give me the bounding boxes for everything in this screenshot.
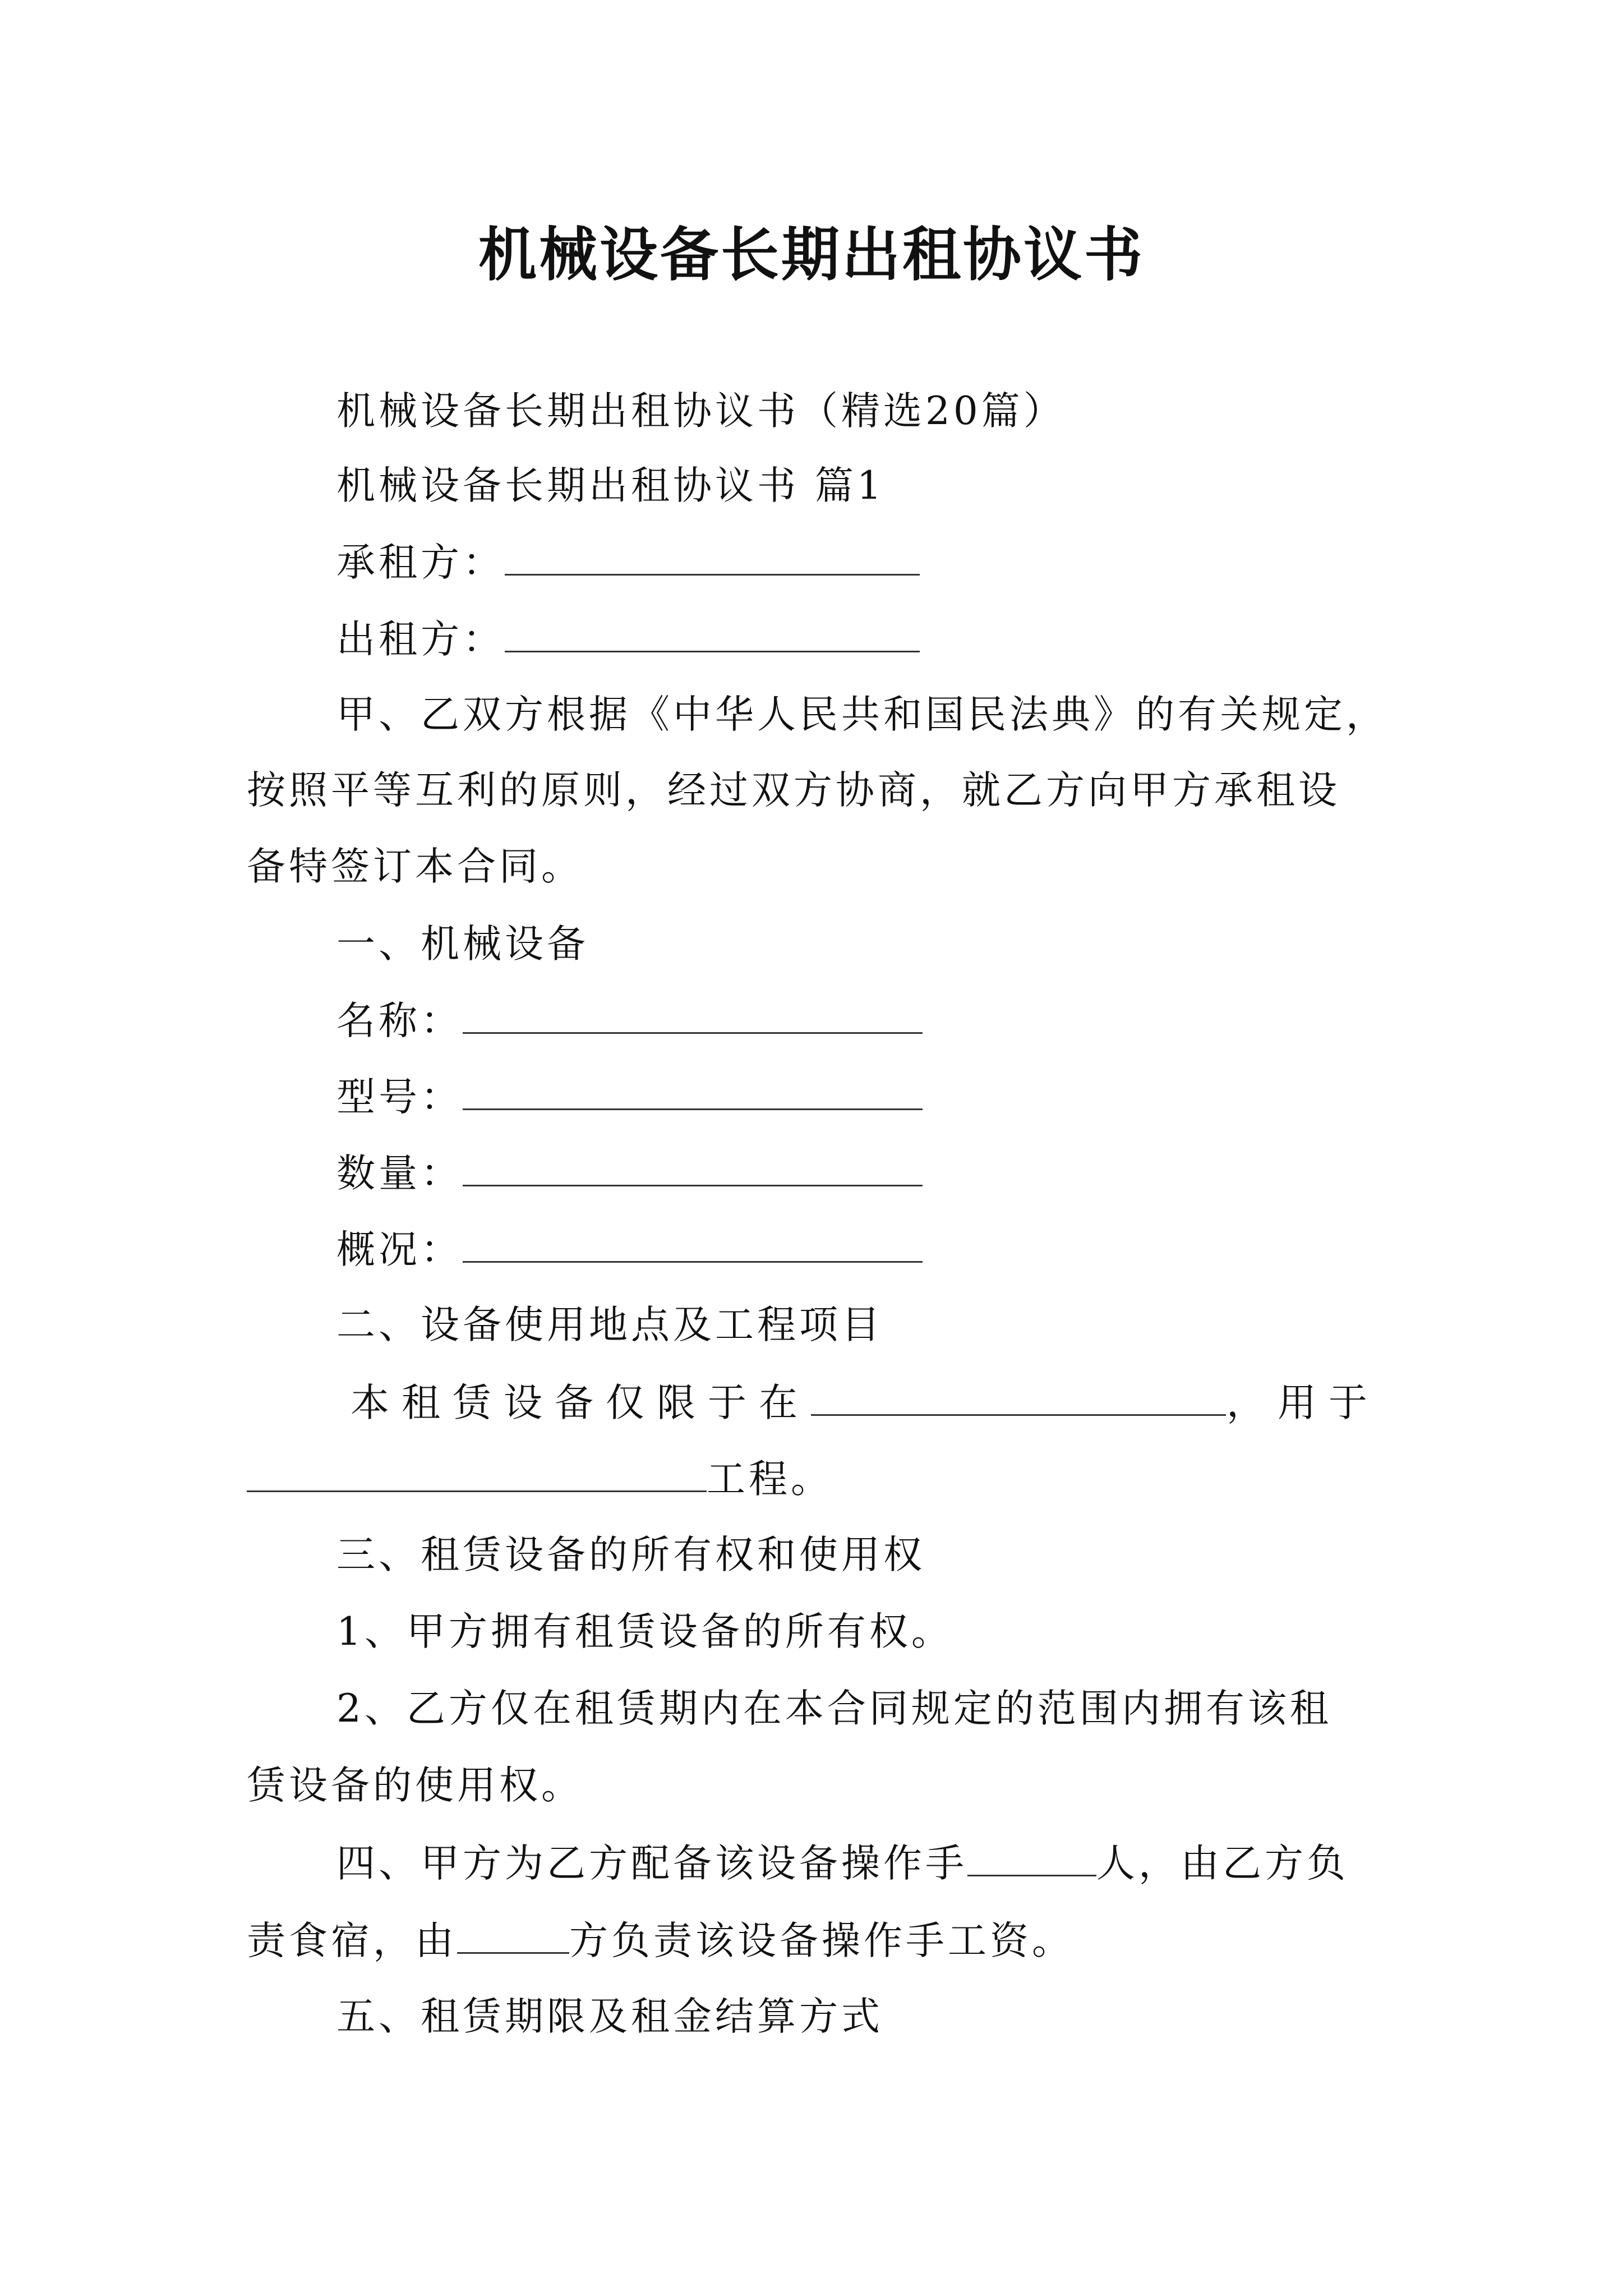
intro-line-1: 甲、乙双方根据《中华人民共和国民法典》的有关规定， xyxy=(336,692,1388,737)
name-line xyxy=(336,997,923,1043)
quantity-line xyxy=(336,1150,923,1196)
overview-blank xyxy=(463,1226,923,1263)
wage-party-blank xyxy=(457,1917,569,1954)
section-3-item-2-line-2: 赁设备的使用权。 xyxy=(247,1763,583,1808)
intro-line-3: 备特签订本合同。 xyxy=(247,844,583,889)
section-2-text-line-2 xyxy=(247,1456,833,1502)
model-blank xyxy=(463,1074,923,1110)
location-blank xyxy=(811,1379,1226,1416)
lessee-line xyxy=(336,539,920,585)
section-4-text-b: 人，由乙方负 xyxy=(1096,1841,1349,1886)
intro-line-2: 按照平等互利的原则，经过双方协商，就乙方向甲方承租设 xyxy=(247,768,1340,813)
lessee-label: 承租方： xyxy=(336,540,505,585)
lessee-blank xyxy=(505,539,920,576)
section-2-text-a: 本租赁设备仅限于在 xyxy=(351,1381,810,1425)
section-1-heading: 一、机械设备 xyxy=(336,922,589,967)
overview-label: 概况： xyxy=(336,1227,463,1272)
section-4-line-1 xyxy=(336,1840,1349,1886)
quantity-label: 数量： xyxy=(336,1151,463,1196)
section-4-line-2 xyxy=(247,1917,1074,1963)
section-4-text-a: 四、甲方为乙方配备该设备操作手 xyxy=(336,1841,967,1886)
section-4-text-d: 方负责该设备操作手工资。 xyxy=(569,1918,1074,1963)
section-2-text-line-1 xyxy=(351,1379,1380,1425)
section-3-heading: 三、租赁设备的所有权和使用权 xyxy=(336,1533,925,1577)
section-2-text-c: 工程。 xyxy=(707,1457,833,1502)
section-2-heading: 二、设备使用地点及工程项目 xyxy=(336,1303,883,1347)
section-5-heading: 五、租赁期限及租金结算方式 xyxy=(336,1994,883,2039)
subtitle: 机械设备长期出租协议书（精选20篇） xyxy=(336,389,1066,434)
lessor-blank xyxy=(505,616,920,652)
operator-count-blank xyxy=(967,1840,1096,1876)
section-2-text-b: ，用于 xyxy=(1227,1381,1380,1425)
model-line xyxy=(336,1074,923,1120)
document-title: 机械设备长期出租协议书 xyxy=(478,220,1145,289)
project-blank xyxy=(247,1456,707,1492)
name-blank xyxy=(463,997,923,1034)
section-3-item-1: 1、甲方拥有租赁设备的所有权。 xyxy=(336,1609,953,1654)
section-4-text-c: 责食宿，由 xyxy=(247,1918,457,1963)
section-3-item-2-line-1: 2、乙方仅在租赁期内在本合同规定的范围内拥有该租 xyxy=(336,1686,1332,1731)
model-label: 型号： xyxy=(336,1075,463,1120)
overview-line xyxy=(336,1226,923,1272)
lessor-line xyxy=(336,616,920,662)
lessor-label: 出租方： xyxy=(336,617,505,662)
chapter-heading: 机械设备长期出租协议书 篇1 xyxy=(336,463,885,508)
quantity-blank xyxy=(463,1150,923,1186)
name-label: 名称： xyxy=(336,999,463,1043)
